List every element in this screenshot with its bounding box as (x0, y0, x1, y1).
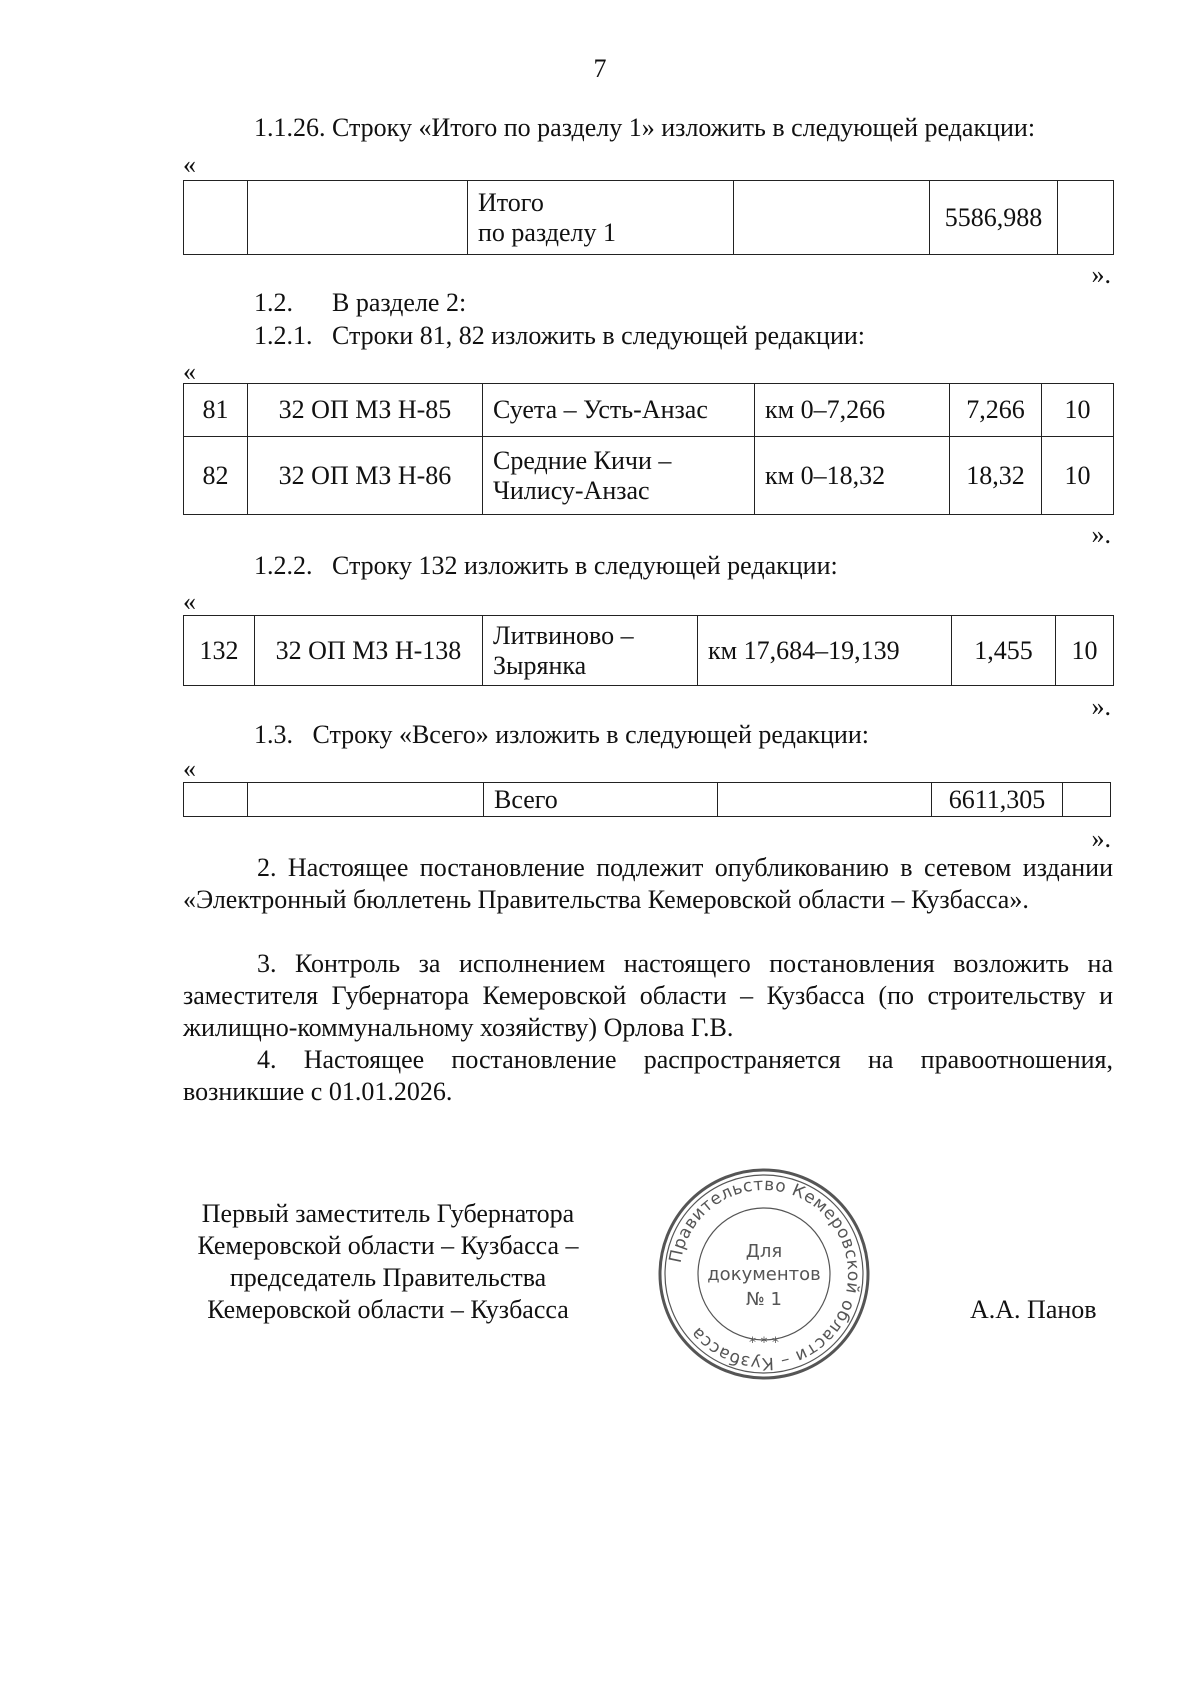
road-category: 10 (1042, 437, 1114, 515)
seal-center-line: Для (745, 1241, 783, 1262)
grand-total-value: 6611,305 (932, 783, 1063, 817)
table-row (184, 384, 1114, 437)
road-category: 10 (1056, 616, 1114, 686)
road-km: км 0–18,32 (755, 437, 950, 515)
paragraph-4: 4. Настоящее постановление распространяется на правоотношения, возникшие с 01.01.2026. (183, 1045, 1113, 1106)
table-row-132 (183, 615, 1114, 686)
official-seal (655, 1165, 873, 1383)
table-cell (1058, 181, 1114, 255)
signatory-position-line: председатель Правительства (229, 1263, 547, 1292)
section-1-3-heading: 1.3. Строку «Всего» изложить в следующей редакции: (254, 720, 869, 749)
open-quote: « (183, 587, 196, 616)
table-cell (248, 181, 468, 255)
close-quote: ». (1091, 824, 1111, 853)
road-length: 18,32 (950, 437, 1042, 515)
page-number: 7 (593, 54, 607, 83)
grand-total-label: Всего (484, 783, 718, 817)
table-cell (1063, 783, 1111, 817)
table-cell (718, 783, 932, 817)
total-label-line-2: по разделу 1 (478, 217, 616, 247)
table-row (184, 783, 1111, 817)
close-quote: ». (1091, 260, 1111, 289)
table-total-section-1 (183, 180, 1114, 255)
table-row (184, 437, 1114, 515)
road-code: 32 ОП МЗ Н-138 (255, 616, 483, 686)
road-name: Суета – Усть-Анзас (483, 384, 755, 437)
row-number: 132 (184, 616, 255, 686)
road-length: 1,455 (952, 616, 1056, 686)
close-quote: ». (1091, 520, 1111, 549)
road-km: км 17,684–19,139 (698, 616, 952, 686)
table-cell (248, 783, 484, 817)
open-quote: « (183, 357, 196, 386)
paragraph-2: 2. Настоящее постановление подлежит опубликованию в сетевом издании «Электронный бюллетень Правительства Кемеровской области – Кузбасса». (183, 853, 1113, 914)
open-quote: « (183, 150, 196, 179)
table-rows-81-82 (183, 383, 1114, 515)
road-code: 32 ОП МЗ Н-86 (248, 437, 483, 515)
seal-icon (655, 1165, 873, 1383)
seal-ring-text: Правительство Кемеровской области – Кузбасса (665, 1174, 864, 1374)
road-category: 10 (1042, 384, 1114, 437)
road-name: Литвиново – Зырянка (483, 616, 698, 686)
section-1-2-1-heading: 1.2.1. Строки 81, 82 изложить в следующей редакции: (254, 321, 866, 350)
table-cell (468, 181, 734, 255)
total-value: 5586,988 (930, 181, 1058, 255)
paragraph-3: 3. Контроль за исполнением настоящего постановления возложить на заместителя Губернатора Кемеровской области – Кузбасса (по строительству и жилищно-коммунальному хозяйству) Орлова Г.В. (183, 949, 1113, 1042)
section-1-2-2-heading: 1.2.2. Строку 132 изложить в следующей редакции: (254, 551, 838, 580)
signatory-position-line: Первый заместитель Губернатора (201, 1199, 575, 1228)
signatory-name: А.А. Панов (970, 1295, 1097, 1324)
table-cell (184, 783, 248, 817)
signatory-position (173, 1198, 603, 1326)
signatory-position-line: Кемеровской области – Кузбасса (207, 1295, 569, 1324)
road-code: 32 ОП МЗ Н-85 (248, 384, 483, 437)
section-1-1-26-heading: 1.1.26. Строку «Итого по разделу 1» изложить в следующей редакции: (254, 113, 1036, 142)
total-label-line-1: Итого (478, 187, 544, 217)
close-quote: ». (1091, 692, 1111, 721)
row-number: 82 (184, 437, 248, 515)
road-name: Средние Кичи – Чилису-Анзас (483, 437, 755, 515)
section-1-2-heading: 1.2. В разделе 2: (254, 288, 467, 317)
row-number: 81 (184, 384, 248, 437)
seal-stars: * * * (749, 1335, 779, 1351)
seal-center-line: документов (707, 1264, 821, 1285)
road-km: км 0–7,266 (755, 384, 950, 437)
table-row (184, 616, 1114, 686)
table-cell (184, 181, 248, 255)
table-cell (734, 181, 930, 255)
open-quote: « (183, 754, 196, 783)
road-length: 7,266 (950, 384, 1042, 437)
table-grand-total (183, 782, 1111, 817)
seal-center-line: № 1 (746, 1289, 782, 1310)
signatory-position-line: Кемеровской области – Кузбасса – (197, 1231, 579, 1260)
